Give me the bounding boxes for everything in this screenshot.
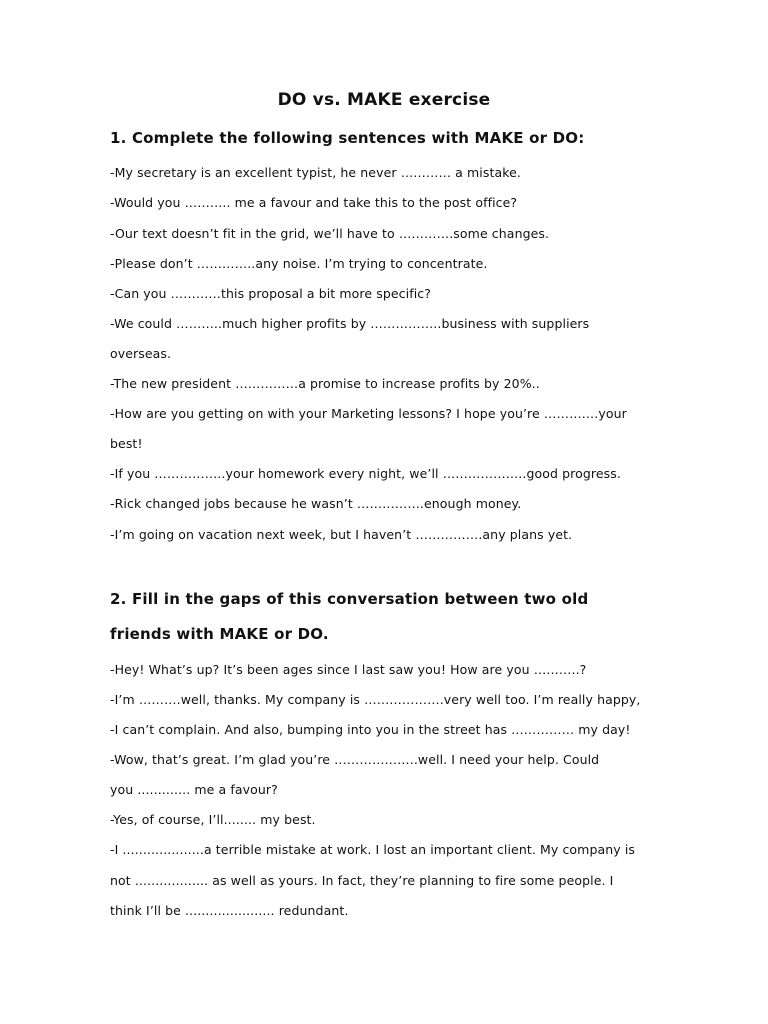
exercise-2-line: -Hey! What’s up? It’s been ages since I last saw you! How are you ………..? [110,662,587,677]
exercise-1-line: -The new president ……………a promise to increase profits by 20%.. [110,376,540,391]
section-2-heading-line-2: friends with MAKE or DO. [110,625,329,643]
exercise-1-line: best! [110,436,143,451]
page-title: DO vs. MAKE exercise [277,90,491,110]
exercise-1-line: -Rick changed jobs because he wasn’t …………….enough money. [110,496,522,511]
section-2-heading-line-1: 2. Fill in the gaps of this conversation between two old [110,590,589,608]
exercise-2-line: -Yes, of course, I’ll........ my best. [110,812,316,827]
exercise-1-line: -Would you ……….. me a favour and take this to the post office? [110,195,518,210]
exercise-1-line: -We could ………..much higher profits by ……………..business with suppliers [110,316,590,331]
exercise-1-line: -How are you getting on with your Marketing lessons? I hope you’re ………….your [110,406,627,421]
exercise-1-line: -If you ……………..your homework every night, we’ll ………………..good progress. [110,466,621,481]
exercise-1-line: -My secretary is an excellent typist, he never ………… a mistake. [110,165,521,180]
exercise-2-line: think I’ll be ...................... redundant. [110,903,349,918]
exercise-2-line: -I ....................a terrible mistake at work. I lost an important client. My company is [110,842,636,857]
exercise-1-line: -Can you …………this proposal a bit more specific? [110,286,431,301]
exercise-2-line: -I’m ……….well, thanks. My company is ……………….very well too. I’m really happy, [110,692,641,707]
exercise-1-line: -Our text doesn’t fit in the grid, we’ll have to ………….some changes. [110,226,550,241]
exercise-2-line: -Wow, that’s great. I’m glad you’re ………………..well. I need your help. Could [110,752,600,767]
exercise-1-line: -I’m going on vacation next week, but I haven’t …………….any plans yet. [110,527,573,542]
exercise-1-line: overseas. [110,346,172,361]
exercise-2-line: -I can’t complain. And also, bumping into you in the street has …………… my day! [110,722,631,737]
exercise-1-line: -Please don’t …………..any noise. I’m trying to concentrate. [110,256,488,271]
section-1-heading: 1. Complete the following sentences with MAKE or DO: [110,129,585,147]
exercise-2-line: you ............. me a favour? [110,782,278,797]
exercise-2-line: not .................. as well as yours. In fact, they’re planning to fire some people. I [110,873,614,888]
